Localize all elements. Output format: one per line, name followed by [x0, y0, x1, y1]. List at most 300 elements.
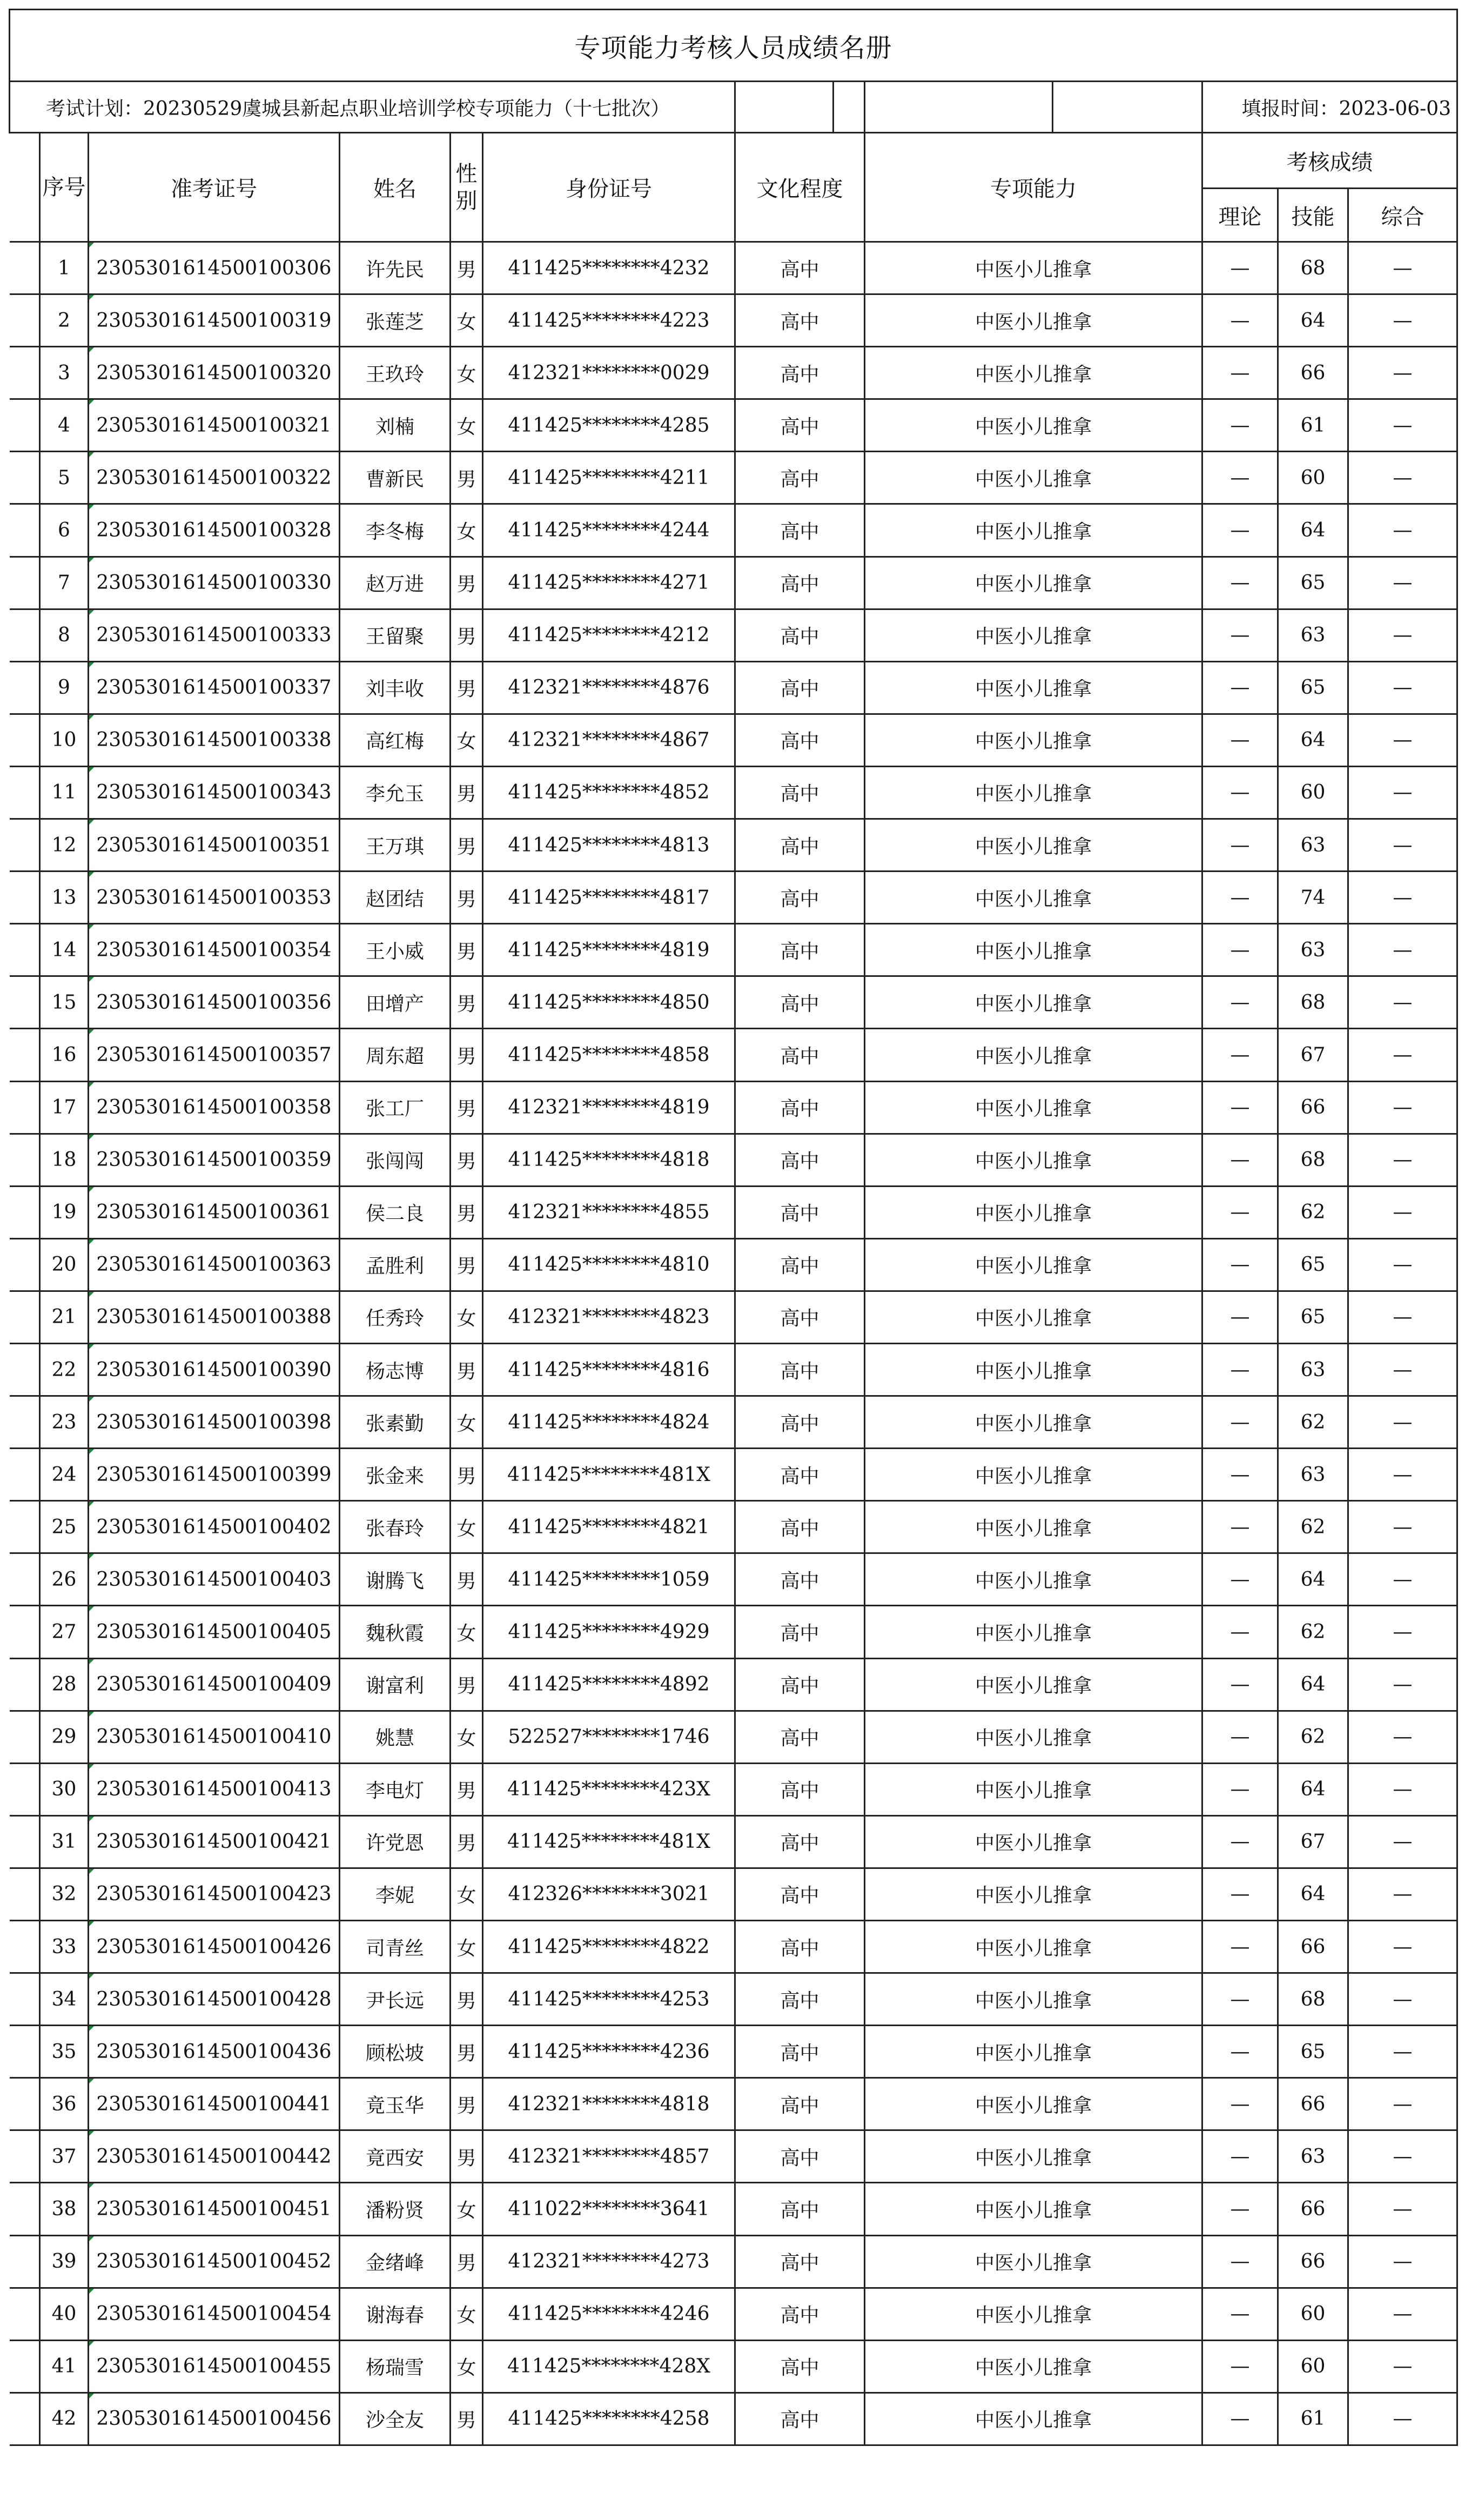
- table-row: [10, 1449, 1457, 1501]
- education-cell: 高中: [735, 1553, 865, 1606]
- theory-score-cell: —: [1202, 1658, 1278, 1711]
- id-number-cell: 411425********4258: [483, 2392, 735, 2445]
- practice-score-cell: 66: [1278, 1921, 1348, 1973]
- ticket-cell: 2305301614500100423: [89, 1868, 340, 1920]
- overall-score-cell: —: [1348, 766, 1457, 819]
- seq-cell: 30: [40, 1763, 89, 1815]
- id-number-cell: 411425********4929: [483, 1606, 735, 1658]
- education-cell: 高中: [735, 714, 865, 766]
- gender-cell: 男: [451, 872, 483, 924]
- gender-cell: 女: [451, 347, 483, 399]
- table-row: [10, 1868, 1457, 1920]
- practice-score-cell: 68: [1278, 242, 1348, 294]
- theory-score-cell: —: [1202, 609, 1278, 661]
- theory-score-cell: —: [1202, 1291, 1278, 1343]
- overall-score-cell: —: [1348, 2078, 1457, 2130]
- id-number-cell: 411022********3641: [483, 2183, 735, 2235]
- seq-cell: 6: [40, 504, 89, 557]
- table-row: [10, 1553, 1457, 1606]
- header-seq: 序号: [40, 133, 89, 242]
- seq-cell: 36: [40, 2078, 89, 2130]
- ticket-cell: 2305301614500100356: [89, 976, 340, 1029]
- skill-cell: 中医小儿推拿: [865, 2130, 1202, 2183]
- name-cell: 张闯闯: [340, 1134, 451, 1186]
- education-cell: 高中: [735, 294, 865, 347]
- table-row: [10, 504, 1457, 557]
- practice-score-cell: 65: [1278, 661, 1348, 714]
- row-left-margin: [10, 1029, 40, 1081]
- table-row: [10, 2288, 1457, 2340]
- name-cell: 李允玉: [340, 766, 451, 819]
- seq-cell: 41: [40, 2340, 89, 2392]
- theory-score-cell: —: [1202, 1029, 1278, 1081]
- practice-score-cell: 64: [1278, 1658, 1348, 1711]
- overall-score-cell: —: [1348, 2340, 1457, 2392]
- overall-score-cell: —: [1348, 819, 1457, 872]
- name-cell: 谢富利: [340, 1658, 451, 1711]
- gender-cell: 男: [451, 1238, 483, 1291]
- theory-score-cell: —: [1202, 347, 1278, 399]
- row-left-margin: [10, 2235, 40, 2288]
- practice-score-cell: 62: [1278, 1711, 1348, 1763]
- ticket-cell: 2305301614500100357: [89, 1029, 340, 1081]
- seq-cell: 1: [40, 242, 89, 294]
- id-number-cell: 411425********4819: [483, 924, 735, 976]
- ticket-cell: 2305301614500100441: [89, 2078, 340, 2130]
- ticket-cell: 2305301614500100410: [89, 1711, 340, 1763]
- gender-cell: 男: [451, 1553, 483, 1606]
- theory-score-cell: —: [1202, 924, 1278, 976]
- overall-score-cell: —: [1348, 504, 1457, 557]
- table-row: [10, 2392, 1457, 2445]
- theory-score-cell: —: [1202, 1134, 1278, 1186]
- id-number-cell: 412321********4876: [483, 661, 735, 714]
- theory-score-cell: —: [1202, 452, 1278, 504]
- row-left-margin: [10, 2288, 40, 2340]
- header-skill: 专项能力: [865, 133, 1202, 242]
- name-cell: 顾松坡: [340, 2026, 451, 2078]
- theory-score-cell: —: [1202, 872, 1278, 924]
- education-cell: 高中: [735, 557, 865, 609]
- table-row: [10, 1606, 1457, 1658]
- overall-score-cell: —: [1348, 1343, 1457, 1396]
- education-cell: 高中: [735, 347, 865, 399]
- theory-score-cell: —: [1202, 2130, 1278, 2183]
- id-number-cell: 522527********1746: [483, 1711, 735, 1763]
- row-left-margin: [10, 1921, 40, 1973]
- seq-cell: 8: [40, 609, 89, 661]
- table-row: [10, 2078, 1457, 2130]
- skill-cell: 中医小儿推拿: [865, 347, 1202, 399]
- exam-plan: 考试计划：20230529虞城县新起点职业培训学校专项能力（十七批次）: [10, 82, 735, 133]
- skill-cell: 中医小儿推拿: [865, 1186, 1202, 1238]
- skill-cell: 中医小儿推拿: [865, 819, 1202, 872]
- overall-score-cell: —: [1348, 2288, 1457, 2340]
- gender-cell: 男: [451, 2130, 483, 2183]
- gender-cell: 女: [451, 2288, 483, 2340]
- education-cell: 高中: [735, 452, 865, 504]
- header-overall: 综合: [1348, 189, 1457, 242]
- ticket-cell: 2305301614500100319: [89, 294, 340, 347]
- theory-score-cell: —: [1202, 504, 1278, 557]
- row-left-margin: [10, 504, 40, 557]
- theory-score-cell: —: [1202, 1868, 1278, 1920]
- table-row: [10, 1134, 1457, 1186]
- practice-score-cell: 68: [1278, 1973, 1348, 2026]
- seq-cell: 7: [40, 557, 89, 609]
- id-number-cell: 412321********4823: [483, 1291, 735, 1343]
- skill-cell: 中医小儿推拿: [865, 2026, 1202, 2078]
- ticket-cell: 2305301614500100452: [89, 2235, 340, 2288]
- table-row: [10, 766, 1457, 819]
- overall-score-cell: —: [1348, 1449, 1457, 1501]
- ticket-cell: 2305301614500100399: [89, 1449, 340, 1501]
- theory-score-cell: —: [1202, 1501, 1278, 1553]
- seq-cell: 25: [40, 1501, 89, 1553]
- name-cell: 金绪峰: [340, 2235, 451, 2288]
- overall-score-cell: —: [1348, 1396, 1457, 1449]
- education-cell: 高中: [735, 1973, 865, 2026]
- practice-score-cell: 67: [1278, 1815, 1348, 1868]
- overall-score-cell: —: [1348, 924, 1457, 976]
- skill-cell: 中医小儿推拿: [865, 714, 1202, 766]
- ticket-cell: 2305301614500100421: [89, 1815, 340, 1868]
- practice-score-cell: 62: [1278, 1186, 1348, 1238]
- id-number-cell: 411425********4810: [483, 1238, 735, 1291]
- table-row: [10, 872, 1457, 924]
- table-row: [10, 1658, 1457, 1711]
- overall-score-cell: —: [1348, 609, 1457, 661]
- name-cell: 李电灯: [340, 1763, 451, 1815]
- id-number-cell: 411425********423X: [483, 1763, 735, 1815]
- practice-score-cell: 62: [1278, 1606, 1348, 1658]
- seq-cell: 20: [40, 1238, 89, 1291]
- seq-cell: 42: [40, 2392, 89, 2445]
- theory-score-cell: —: [1202, 2340, 1278, 2392]
- ticket-cell: 2305301614500100403: [89, 1553, 340, 1606]
- skill-cell: 中医小儿推拿: [865, 1081, 1202, 1134]
- table-row: [10, 2340, 1457, 2392]
- id-number-cell: 412321********4867: [483, 714, 735, 766]
- id-number-cell: 412321********4855: [483, 1186, 735, 1238]
- name-cell: 侯二良: [340, 1186, 451, 1238]
- ticket-cell: 2305301614500100358: [89, 1081, 340, 1134]
- row-left-margin: [10, 294, 40, 347]
- education-cell: 高中: [735, 766, 865, 819]
- education-cell: 高中: [735, 1291, 865, 1343]
- name-cell: 李妮: [340, 1868, 451, 1920]
- practice-score-cell: 64: [1278, 294, 1348, 347]
- fill-date: 填报时间：2023-06-03: [1202, 82, 1457, 133]
- name-cell: 周东超: [340, 1029, 451, 1081]
- gender-cell: 女: [451, 399, 483, 452]
- id-number-cell: 411425********4223: [483, 294, 735, 347]
- ticket-cell: 2305301614500100456: [89, 2392, 340, 2445]
- name-cell: 赵万进: [340, 557, 451, 609]
- id-number-cell: 411425********4818: [483, 1134, 735, 1186]
- header-ticket: 准考证号: [89, 133, 340, 242]
- id-number-cell: 411425********428X: [483, 2340, 735, 2392]
- practice-score-cell: 60: [1278, 766, 1348, 819]
- skill-cell: 中医小儿推拿: [865, 1343, 1202, 1396]
- practice-score-cell: 68: [1278, 1134, 1348, 1186]
- theory-score-cell: —: [1202, 819, 1278, 872]
- gender-cell: 男: [451, 2235, 483, 2288]
- practice-score-cell: 64: [1278, 714, 1348, 766]
- seq-cell: 4: [40, 399, 89, 452]
- theory-score-cell: —: [1202, 1606, 1278, 1658]
- theory-score-cell: —: [1202, 766, 1278, 819]
- gender-cell: 女: [451, 2340, 483, 2392]
- name-cell: 杨志博: [340, 1343, 451, 1396]
- name-cell: 王万琪: [340, 819, 451, 872]
- row-left-margin: [10, 399, 40, 452]
- gender-cell: 男: [451, 1658, 483, 1711]
- seq-cell: 12: [40, 819, 89, 872]
- education-cell: 高中: [735, 1501, 865, 1553]
- row-left-margin: [10, 1134, 40, 1186]
- row-left-margin: [10, 1815, 40, 1868]
- table-row: [10, 819, 1457, 872]
- row-left-margin: [10, 1606, 40, 1658]
- table-row: [10, 1186, 1457, 1238]
- education-cell: 高中: [735, 609, 865, 661]
- table-row: [10, 1081, 1457, 1134]
- gender-cell: 男: [451, 976, 483, 1029]
- id-number-cell: 411425********4824: [483, 1396, 735, 1449]
- practice-score-cell: 64: [1278, 1553, 1348, 1606]
- ticket-cell: 2305301614500100330: [89, 557, 340, 609]
- education-cell: 高中: [735, 2288, 865, 2340]
- overall-score-cell: —: [1348, 1186, 1457, 1238]
- table-row: [10, 1238, 1457, 1291]
- row-left-margin: [10, 2392, 40, 2445]
- seq-cell: 9: [40, 661, 89, 714]
- gender-cell: 女: [451, 1711, 483, 1763]
- row-left-margin: [10, 1343, 40, 1396]
- gender-cell: 男: [451, 242, 483, 294]
- theory-score-cell: —: [1202, 1553, 1278, 1606]
- practice-score-cell: 65: [1278, 2026, 1348, 2078]
- theory-score-cell: —: [1202, 294, 1278, 347]
- seq-cell: 26: [40, 1553, 89, 1606]
- table-row: [10, 1711, 1457, 1763]
- seq-cell: 35: [40, 2026, 89, 2078]
- gender-cell: 男: [451, 661, 483, 714]
- name-cell: 王小威: [340, 924, 451, 976]
- practice-score-cell: 65: [1278, 1238, 1348, 1291]
- skill-cell: 中医小儿推拿: [865, 2340, 1202, 2392]
- overall-score-cell: —: [1348, 1868, 1457, 1920]
- name-cell: 竟西安: [340, 2130, 451, 2183]
- id-number-cell: 411425********4852: [483, 766, 735, 819]
- ticket-cell: 2305301614500100409: [89, 1658, 340, 1711]
- skill-cell: 中医小儿推拿: [865, 242, 1202, 294]
- theory-score-cell: —: [1202, 1396, 1278, 1449]
- practice-score-cell: 66: [1278, 1081, 1348, 1134]
- gender-cell: 男: [451, 924, 483, 976]
- row-left-margin: [10, 1449, 40, 1501]
- practice-score-cell: 63: [1278, 609, 1348, 661]
- seq-cell: 21: [40, 1291, 89, 1343]
- name-cell: 谢海春: [340, 2288, 451, 2340]
- education-cell: 高中: [735, 2392, 865, 2445]
- gender-cell: 男: [451, 1815, 483, 1868]
- name-cell: 王玖玲: [340, 347, 451, 399]
- practice-score-cell: 68: [1278, 976, 1348, 1029]
- ticket-cell: 2305301614500100353: [89, 872, 340, 924]
- education-cell: 高中: [735, 1134, 865, 1186]
- name-cell: 沙全友: [340, 2392, 451, 2445]
- id-number-cell: 412321********4819: [483, 1081, 735, 1134]
- row-left-margin: [10, 766, 40, 819]
- row-left-margin: [10, 1081, 40, 1134]
- ticket-cell: 2305301614500100405: [89, 1606, 340, 1658]
- row-left-margin: [10, 1658, 40, 1711]
- ticket-cell: 2305301614500100306: [89, 242, 340, 294]
- name-cell: 任秀玲: [340, 1291, 451, 1343]
- table-row: [10, 557, 1457, 609]
- skill-cell: 中医小儿推拿: [865, 976, 1202, 1029]
- skill-cell: 中医小儿推拿: [865, 1291, 1202, 1343]
- name-cell: 高红梅: [340, 714, 451, 766]
- skill-cell: 中医小儿推拿: [865, 1396, 1202, 1449]
- overall-score-cell: —: [1348, 661, 1457, 714]
- theory-score-cell: —: [1202, 714, 1278, 766]
- practice-score-cell: 63: [1278, 1449, 1348, 1501]
- seq-cell: 15: [40, 976, 89, 1029]
- ticket-cell: 2305301614500100343: [89, 766, 340, 819]
- practice-score-cell: 63: [1278, 819, 1348, 872]
- ticket-cell: 2305301614500100388: [89, 1291, 340, 1343]
- theory-score-cell: —: [1202, 1449, 1278, 1501]
- overall-score-cell: —: [1348, 1134, 1457, 1186]
- name-cell: 曹新民: [340, 452, 451, 504]
- table-row: [10, 2183, 1457, 2235]
- seq-cell: 11: [40, 766, 89, 819]
- seq-cell: 28: [40, 1658, 89, 1711]
- row-left-margin: [10, 2078, 40, 2130]
- gender-cell: 男: [451, 2392, 483, 2445]
- table-row: [10, 294, 1457, 347]
- practice-score-cell: 60: [1278, 452, 1348, 504]
- skill-cell: 中医小儿推拿: [865, 1606, 1202, 1658]
- education-cell: 高中: [735, 1186, 865, 1238]
- overall-score-cell: —: [1348, 1711, 1457, 1763]
- row-left-margin: [10, 1238, 40, 1291]
- education-cell: 高中: [735, 872, 865, 924]
- row-left-margin: [10, 2130, 40, 2183]
- table-row: [10, 714, 1457, 766]
- row-left-margin: [10, 924, 40, 976]
- overall-score-cell: —: [1348, 1291, 1457, 1343]
- row-left-margin: [10, 347, 40, 399]
- overall-score-cell: —: [1348, 2026, 1457, 2078]
- skill-cell: 中医小儿推拿: [865, 1973, 1202, 2026]
- id-number-cell: 411425********4817: [483, 872, 735, 924]
- gender-cell: 男: [451, 1029, 483, 1081]
- education-cell: 高中: [735, 399, 865, 452]
- overall-score-cell: —: [1348, 1763, 1457, 1815]
- row-left-margin: [10, 1973, 40, 2026]
- table-row: [10, 2235, 1457, 2288]
- header-id-number: 身份证号: [483, 133, 735, 242]
- row-left-margin: [10, 242, 40, 294]
- name-cell: 魏秋霞: [340, 1606, 451, 1658]
- seq-cell: 22: [40, 1343, 89, 1396]
- overall-score-cell: —: [1348, 1921, 1457, 1973]
- id-number-cell: 412326********3021: [483, 1868, 735, 1920]
- row-left-margin: [10, 1291, 40, 1343]
- name-cell: 许党恩: [340, 1815, 451, 1868]
- row-left-margin: [10, 1553, 40, 1606]
- theory-score-cell: —: [1202, 1186, 1278, 1238]
- practice-score-cell: 61: [1278, 399, 1348, 452]
- education-cell: 高中: [735, 1606, 865, 1658]
- practice-score-cell: 62: [1278, 1501, 1348, 1553]
- ticket-cell: 2305301614500100413: [89, 1763, 340, 1815]
- skill-cell: 中医小儿推拿: [865, 1501, 1202, 1553]
- practice-score-cell: 61: [1278, 2392, 1348, 2445]
- seq-cell: 10: [40, 714, 89, 766]
- gender-cell: 女: [451, 1396, 483, 1449]
- overall-score-cell: —: [1348, 2392, 1457, 2445]
- name-cell: 张莲芝: [340, 294, 451, 347]
- education-cell: 高中: [735, 819, 865, 872]
- education-cell: 高中: [735, 1921, 865, 1973]
- table-row: [10, 924, 1457, 976]
- ticket-cell: 2305301614500100321: [89, 399, 340, 452]
- seq-cell: 34: [40, 1973, 89, 2026]
- row-left-margin: [10, 872, 40, 924]
- overall-score-cell: —: [1348, 347, 1457, 399]
- table-row: [10, 1921, 1457, 1973]
- table-row: [10, 1029, 1457, 1081]
- row-left-margin: [10, 2183, 40, 2235]
- id-number-cell: 411425********4822: [483, 1921, 735, 1973]
- education-cell: 高中: [735, 2235, 865, 2288]
- theory-score-cell: —: [1202, 976, 1278, 1029]
- theory-score-cell: —: [1202, 2235, 1278, 2288]
- gender-cell: 女: [451, 294, 483, 347]
- ticket-cell: 2305301614500100322: [89, 452, 340, 504]
- header-scores: 考核成绩: [1202, 133, 1457, 189]
- skill-cell: 中医小儿推拿: [865, 1921, 1202, 1973]
- practice-score-cell: 66: [1278, 347, 1348, 399]
- education-cell: 高中: [735, 1763, 865, 1815]
- overall-score-cell: —: [1348, 872, 1457, 924]
- education-cell: 高中: [735, 1238, 865, 1291]
- table-row: [10, 1396, 1457, 1449]
- gender-cell: 男: [451, 452, 483, 504]
- table-row: [10, 1343, 1457, 1396]
- education-cell: 高中: [735, 1029, 865, 1081]
- row-left-margin: [10, 2026, 40, 2078]
- skill-cell: 中医小儿推拿: [865, 1449, 1202, 1501]
- overall-score-cell: —: [1348, 557, 1457, 609]
- education-cell: 高中: [735, 1343, 865, 1396]
- skill-cell: 中医小儿推拿: [865, 661, 1202, 714]
- name-cell: 竟玉华: [340, 2078, 451, 2130]
- id-number-cell: 412321********4857: [483, 2130, 735, 2183]
- row-left-margin: [10, 2340, 40, 2392]
- row-left-margin: [10, 714, 40, 766]
- overall-score-cell: —: [1348, 399, 1457, 452]
- seq-cell: 33: [40, 1921, 89, 1973]
- row-left-margin: [10, 1711, 40, 1763]
- row-left-margin: [10, 1868, 40, 1920]
- practice-score-cell: 63: [1278, 924, 1348, 976]
